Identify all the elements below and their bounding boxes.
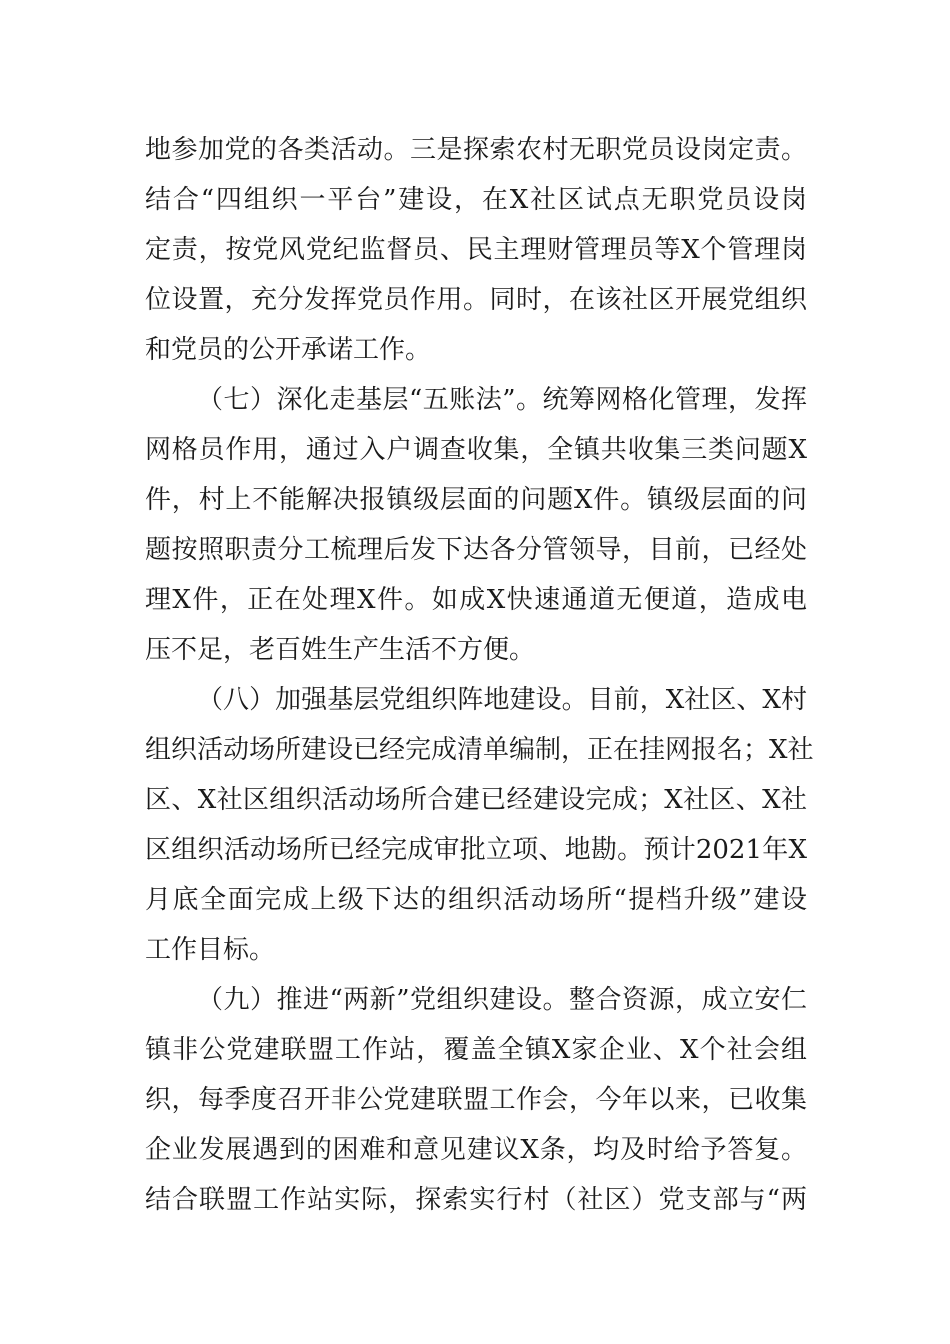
text-line: 工作目标。	[145, 935, 276, 965]
text-line: 网格员作用，通过入户调查收集，全镇共收集三类问题X	[145, 435, 807, 465]
text-line: 位设置，充分发挥党员作用。同时，在该社区开展党组织	[145, 285, 807, 315]
text-line: 镇非公党建联盟工作站，覆盖全镇X家企业、X个社会组	[145, 1035, 807, 1065]
document-body	[145, 125, 814, 1225]
text-line: 定责，按党风党纪监督员、民主理财管理员等X个管理岗	[145, 235, 807, 265]
text-line: 组织活动场所建设已经完成清单编制，正在挂网报名；X社	[145, 735, 814, 765]
text-line: 月底全面完成上级下达的组织活动场所“提档升级”建设	[145, 885, 807, 915]
text-line: 结合联盟工作站实际，探索实行村（社区）党支部与“两	[145, 1185, 807, 1215]
text-line: 区组织活动场所已经完成审批立项、地勘。预计2021年X	[145, 835, 807, 865]
text-line: 企业发展遇到的困难和意见建议X条，均及时给予答复。	[145, 1135, 807, 1165]
text-line: （九）推进“两新”党组织建设。整合资源，成立安仁	[197, 985, 807, 1015]
text-line: （七）深化走基层“五账法”。统筹网格化管理，发挥	[197, 385, 807, 415]
text-line: 地参加党的各类活动。三是探索农村无职党员设岗定责。	[145, 135, 807, 165]
text-line: 题按照职责分工梳理后发下达各分管领导，目前，已经处	[145, 535, 807, 565]
text-line: 件，村上不能解决报镇级层面的问题X件。镇级层面的问	[145, 485, 807, 515]
text-line: 区、X社区组织活动场所合建已经建设完成；X社区、X社	[145, 785, 807, 815]
text-line: 织，每季度召开非公党建联盟工作会，今年以来，已收集	[145, 1085, 807, 1115]
text-line: 和党员的公开承诺工作。	[145, 335, 432, 365]
text-line: 压不足，老百姓生产生活不方便。	[145, 635, 536, 665]
text-line: 结合“四组织一平台”建设，在X社区试点无职党员设岗	[145, 185, 807, 215]
text-line: （八）加强基层党组织阵地建设。目前，X社区、X村	[197, 685, 807, 715]
text-line: 理X件，正在处理X件。如成X快速通道无便道，造成电	[145, 585, 807, 615]
